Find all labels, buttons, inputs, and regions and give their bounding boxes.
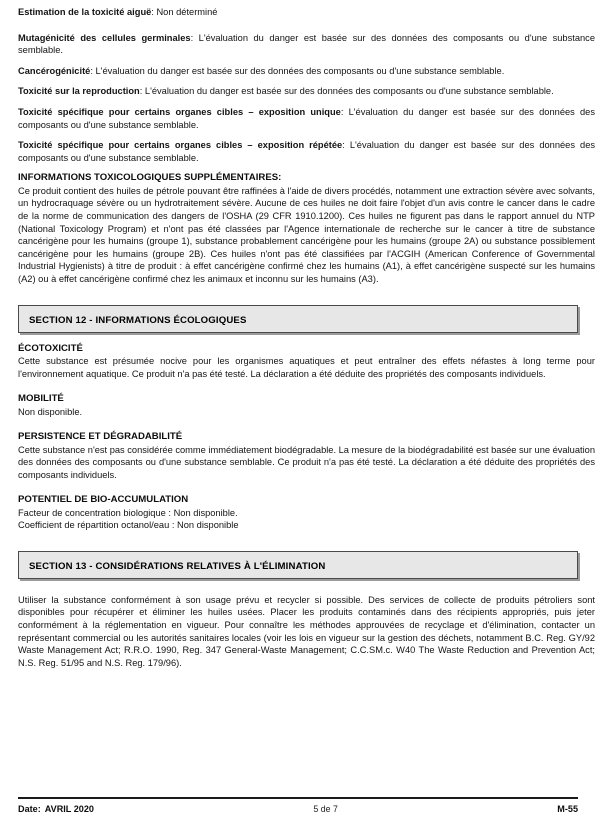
block-heading: ÉCOTOXICITÉ [18,342,83,354]
spacer [18,57,595,65]
toxicology-entry [18,6,595,19]
section-header-13 [18,551,578,579]
spacer [18,77,595,85]
toxicology-entry-separator: : [90,65,96,76]
toxicology-entry-separator: : [342,140,350,151]
toxicology-entry [18,139,595,164]
spacer [18,481,595,494]
section-12-block-mobilite [18,393,595,418]
toxicology-entry-value: L'évaluation du danger est basée sur des données des composants ou d'une substance semblable. [18,106,595,130]
footer-date [18,804,94,814]
supplementary-toxicology-heading: INFORMATIONS TOXICOLOGIQUES SUPPLÉMENTAIRES: [18,172,282,184]
spacer [18,19,595,32]
footer-date-value: AVRIL 2020 [44,804,94,814]
toxicology-entry-label: Cancérogénicité [18,65,91,76]
toxicology-entry-value: L'évaluation du danger est basée sur des données des composants ou d'une substance semblable. [95,65,505,76]
toxicology-entry-separator: : [151,7,157,17]
section-12-block-ecotoxicite [18,343,595,381]
toxicology-entry [18,65,595,78]
spacer [18,418,595,431]
block-text: Non disponible. [18,406,83,417]
toxicology-entry-label: Estimation de la toxicité aiguë [18,7,152,17]
toxicology-entry-value: L'évaluation du danger est basée sur des données des composants ou d'une substance semblable. [18,32,595,56]
spacer [18,335,595,343]
block-text: Cette substance n'est pas considérée comme immédiatement biodégradable. La mesure de la biodégradabilité est basée sur une évaluation des données des composants ou d'une substance semblable. Ce produit n'a pas été testé. La déclaration a été déduite des propriétés des composants individuels. [18,444,595,480]
toxicology-entry-label: Toxicité sur la reproduction [18,86,140,97]
section-header-12 [18,305,578,333]
toxicology-entry-label: Mutagénicité des cellules germinales [18,32,191,43]
supplementary-toxicology-block [18,172,595,285]
toxicology-entry-value: L'évaluation du danger est basée sur des données des composants ou d'une substance semblable. [18,140,596,163]
footer-doc-code: M-55 [557,804,578,814]
spacer [18,581,595,594]
toxicology-entries [18,6,595,164]
block-heading: POTENTIEL DE BIO-ACCUMULATION [18,494,189,506]
section-12-block-bioaccumulation [18,494,595,532]
toxicology-entry-label: Toxicité spécifique pour certains organes cibles – exposition unique [18,106,341,117]
toxicology-entry [18,32,595,57]
section-12-block-persistence [18,431,595,481]
toxicology-entry-value: L'évaluation du danger est basée sur des données des composants ou d'une substance semblable. [144,86,554,97]
section-header-13-text: SECTION 13 - CONSIDÉRATIONS RELATIVES À L'ÉLIMINATION [29,560,326,572]
spacer [18,98,595,106]
toxicology-entry-separator: : [340,106,349,117]
block-text: Coefficient de répartition octanol/eau : Non disponible [18,520,239,531]
spacer [18,131,595,139]
block-heading: PERSISTENCE ET DÉGRADABILITÉ [18,431,183,443]
block-text: Facteur de concentration biologique : Non disponible. [18,507,238,518]
block-heading: MOBILITÉ [18,393,64,405]
toxicology-entry-separator: : [139,86,145,97]
toxicology-entry [18,106,595,131]
section-13-body: Utiliser la substance conformément à son usage prévu et recycler si possible. Des services de collecte de produits pétroliers sont disponibles pour récupérer et éliminer les huiles usées. Placer les produits contaminés dans des récipients appropriés, puis jeter conformément à la réglementation en vigueur. Pour connaître les méthodes approuvées de recyclage et d'élimination, contacter un représentant commercial ou les autorités sanitaires locales (voir les lois en vigueur sur la gestion des déchets, notamment B.C. Reg. GY/92 Waste Management Act; R.R.O. 1990, Reg. 347 General-Waste Management; C.C.SM.c. W40 The Waste Reduction and Prevention Act; N.S. Reg. 51/95 and N.S. Reg. 179/96). [18,594,595,668]
spacer [18,286,595,305]
toxicology-entry-label: Toxicité spécifique pour certains organes cibles – exposition répétée [18,140,343,151]
block-text: Cette substance est présumée nocive pour les organismes aquatiques et peut entraîner des effets néfastes à long terme pour l'environnement aquatique. Ce produit n'a pas été testé. La déclaration a été déduite des propriétés des composants individuels. [18,355,595,379]
section-header-12-text: SECTION 12 - INFORMATIONS ÉCOLOGIQUES [29,314,247,326]
page-footer [18,797,578,814]
toxicology-entry-value: Non déterminé [156,7,218,17]
toxicology-entry [18,85,595,98]
spacer [18,532,595,551]
spacer [18,380,595,393]
footer-page-number: 5 de 7 [313,804,338,814]
supplementary-toxicology-body: Ce produit contient des huiles de pétrole pouvant être raffinées à l'aide de divers procédés, notamment une extraction sévère avec solvants, un hydrocraquage sévère ou un hydrotraitement sévère. Aucune de ces huiles ne doit faire l'objet d'un avis contre le cancer dans le cadre de la norme de communication des dangers de l'OSHA (29 CFR 1910.1200). Ces huiles ne figurent pas dans le rapport annuel du NTP (National Toxicology Program) et n'ont pas été classées par l'Agence internationale de recherche sur le cancer à titre de substance cancérigène pour les humains (groupe 1), substance probablement cancérigène pour les humains (groupe 2A) ou substance possiblement cancérigène pour les humains (groupe 2B). Ces huiles n'ont pas été classifiées par l'ACGIH (American Conference of Governmental Industrial Hygienists) à titre de produit : à effet cancérigène confirmé chez les humains (A1), à effet cancérigène suspecté sur les humains (A2) ou à effet cancérigène confirmé chez les animaux et inconnu sur les humains (A3). [18,185,595,284]
footer-date-label: Date: [18,804,41,814]
toxicology-entry-separator: : [190,32,199,43]
